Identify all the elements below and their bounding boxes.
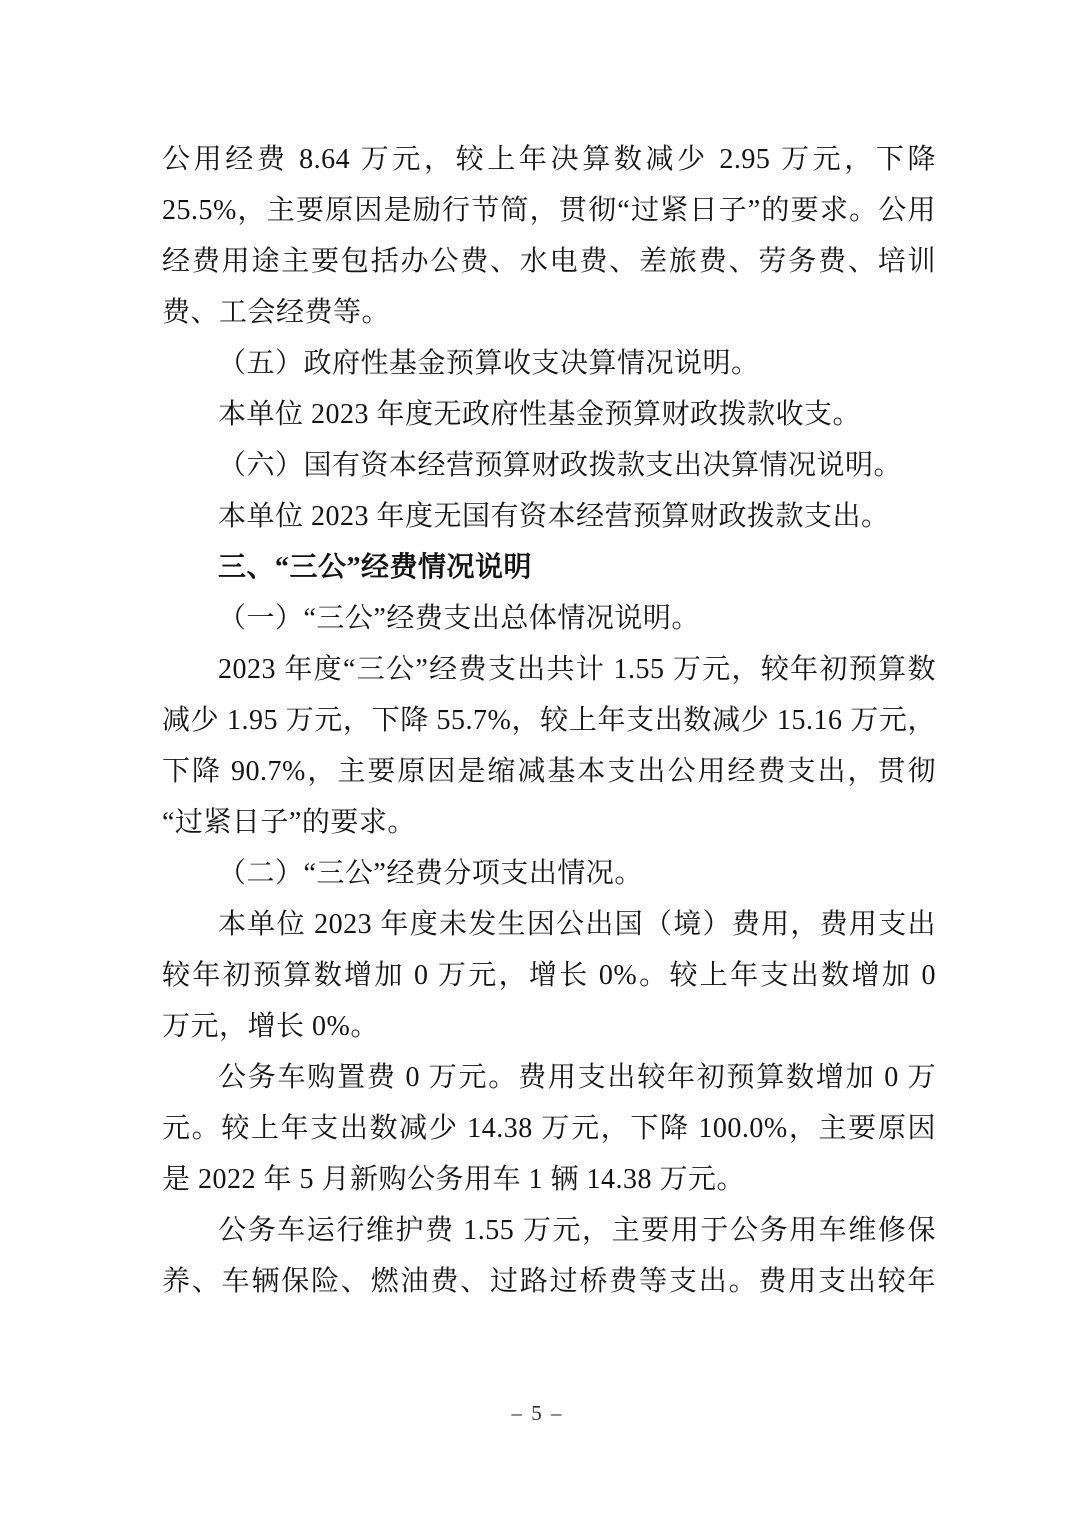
- text-line: 本单位 2023 年度无国有资本经营预算财政拨款支出。: [218, 501, 890, 532]
- text-line: 本单位 2023 年度无政府性基金预算财政拨款收支。: [218, 399, 862, 430]
- text-line: “过紧日子”的要求。: [162, 807, 416, 838]
- text-line: 公务车运行维护费 1.55 万元，主要用于公务用车维修保: [218, 1215, 936, 1246]
- text-line: （六）国有资本经营预算财政拨款支出决算情况说明。: [218, 450, 903, 481]
- text-line: 2023 年度“三公”经费支出共计 1.55 万元，较年初预算数: [218, 654, 936, 685]
- text-line: 元。较上年支出数减少 14.38 万元，下降 100.0%，主要原因: [162, 1113, 936, 1144]
- page-number: – 5 –: [511, 1401, 564, 1425]
- text-line: 下降 90.7%，主要原因是缩减基本支出公用经费支出，贯彻: [162, 756, 936, 787]
- text-line: （二）“三公”经费分项支出情况。: [218, 858, 643, 889]
- text-line: 较年初预算数增加 0 万元，增长 0%。较上年支出数增加 0: [162, 960, 936, 991]
- text-line: 本单位 2023 年度未发生因公出国（境）费用，费用支出: [218, 909, 936, 940]
- text-line: 公用经费 8.64 万元，较上年决算数减少 2.95 万元，下降: [162, 144, 936, 175]
- text-line: 万元，增长 0%。: [162, 1011, 379, 1042]
- text-line: 公务车购置费 0 万元。费用支出较年初预算数增加 0 万: [218, 1062, 936, 1093]
- text-line: （一）“三公”经费支出总体情况说明。: [218, 603, 700, 634]
- text-line: 费、工会经费等。: [162, 297, 391, 328]
- text-line: 三、“三公”经费情况说明: [218, 552, 533, 583]
- text-line: 经费用途主要包括办公费、水电费、差旅费、劳务费、培训: [162, 246, 936, 277]
- text-line: 是 2022 年 5 月新购公务用车 1 辆 14.38 万元。: [162, 1164, 746, 1195]
- text-line: 25.5%，主要原因是励行节简，贯彻“过紧日子”的要求。公用: [162, 195, 936, 226]
- text-line: 养、车辆保险、燃油费、过路过桥费等支出。费用支出较年: [162, 1266, 936, 1297]
- document-body: [162, 134, 936, 1307]
- text-line: 减少 1.95 万元，下降 55.7%，较上年支出数减少 15.16 万元，: [162, 705, 936, 736]
- text-line: （五）政府性基金预算收支决算情况说明。: [218, 348, 760, 379]
